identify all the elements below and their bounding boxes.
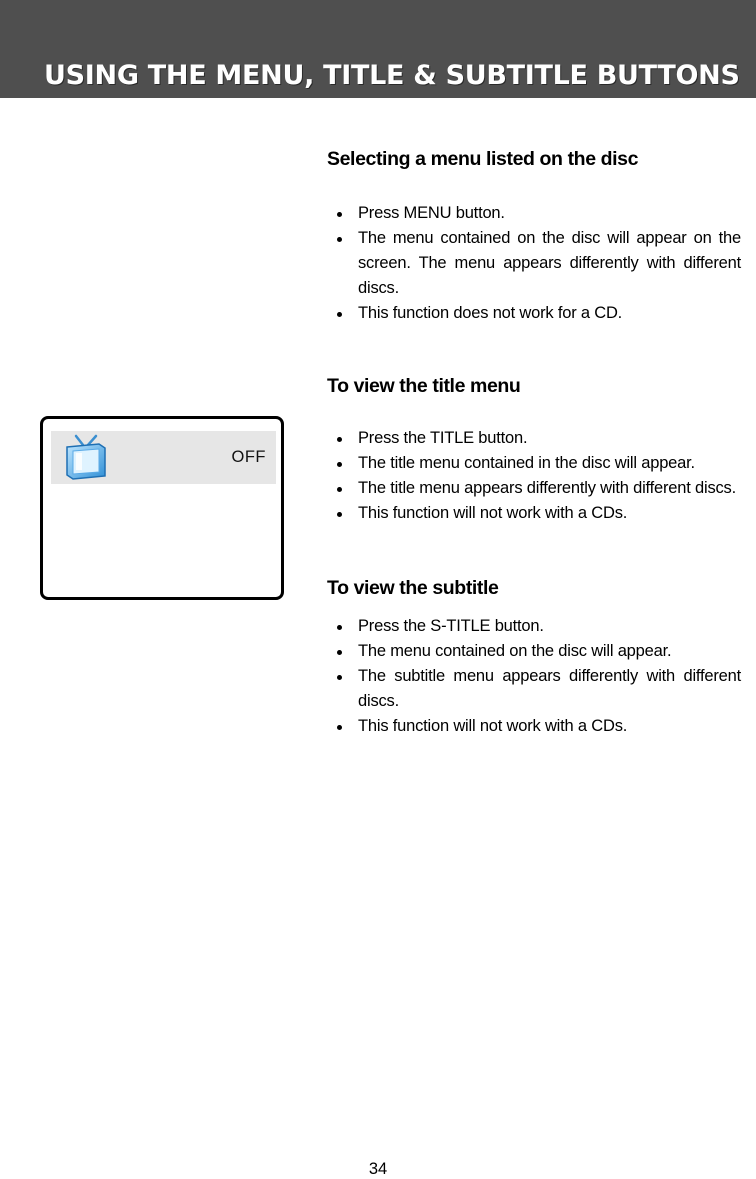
- bullet-list-subtitle: [331, 614, 741, 739]
- list-item: [331, 614, 741, 639]
- list-item: [331, 201, 741, 226]
- bullet-list-menu: [331, 201, 741, 326]
- list-item: [331, 476, 741, 501]
- osd-bar: [51, 431, 276, 484]
- list-item: [331, 301, 741, 326]
- bullet-icon: [337, 237, 342, 242]
- bullet-list-title-menu: [331, 426, 741, 526]
- bullet-icon: [337, 312, 342, 317]
- list-item: [331, 639, 741, 664]
- bullet-icon: [337, 512, 342, 517]
- list-item-text: This function will not work with a CDs.: [358, 717, 628, 735]
- section-title-title-menu: To view the title menu: [327, 375, 521, 397]
- list-item-text: Press MENU button.: [358, 204, 505, 222]
- osd-status-text: OFF: [231, 448, 266, 466]
- bullet-icon: [337, 725, 342, 730]
- section-title-menu: Selecting a menu listed on the disc: [327, 148, 639, 170]
- bullet-icon: [337, 675, 342, 680]
- tv-icon: [63, 433, 109, 481]
- list-item: [331, 714, 741, 739]
- bullet-icon: [337, 212, 342, 217]
- list-item: [331, 501, 741, 526]
- list-item: [331, 426, 741, 451]
- list-item-text: Press the S-TITLE button.: [358, 617, 544, 635]
- list-item-text: The subtitle menu appears differently with different discs.: [358, 667, 741, 710]
- tv-screen-illustration: [40, 416, 284, 600]
- list-item-text: This function does not work for a CD.: [358, 304, 623, 322]
- header-bar: [0, 0, 756, 98]
- page-number: 34: [368, 1160, 388, 1178]
- page-title: USING THE MENU, TITLE & SUBTITLE BUTTONS: [44, 60, 740, 91]
- bullet-icon: [337, 625, 342, 630]
- list-item: [331, 664, 741, 714]
- bullet-icon: [337, 462, 342, 467]
- list-item-text: This function will not work with a CDs.: [358, 504, 628, 522]
- section-title-subtitle: To view the subtitle: [327, 577, 499, 599]
- list-item: [331, 451, 741, 476]
- list-item-text: The title menu appears differently with different discs.: [358, 479, 736, 497]
- bullet-icon: [337, 650, 342, 655]
- list-item-text: Press the TITLE button.: [358, 429, 528, 447]
- list-item-text: The title menu contained in the disc will appear.: [358, 454, 695, 472]
- list-item-text: The menu contained on the disc will appear on the screen. The menu appears differently with different discs.: [358, 229, 741, 297]
- list-item: [331, 226, 741, 301]
- bullet-icon: [337, 437, 342, 442]
- bullet-icon: [337, 487, 342, 492]
- list-item-text: The menu contained on the disc will appear.: [358, 642, 672, 660]
